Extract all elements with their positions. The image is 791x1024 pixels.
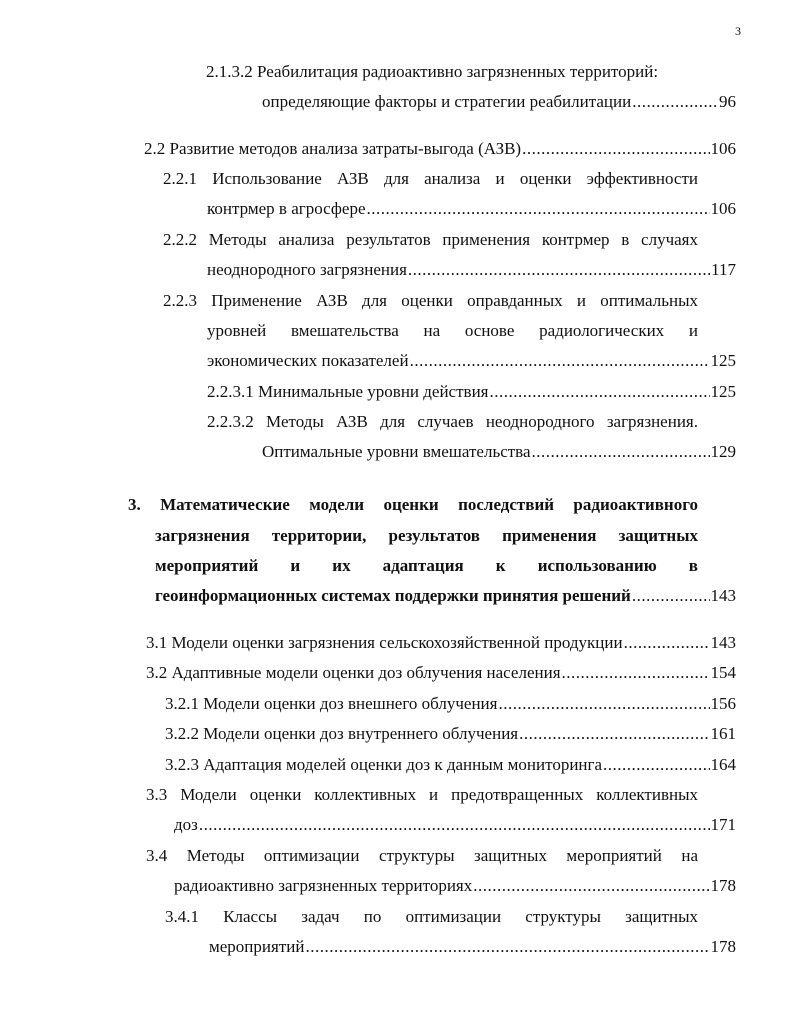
toc-page: 171 — [710, 815, 736, 834]
toc-text: доз — [174, 815, 198, 834]
toc-line — [207, 199, 736, 221]
toc-text: 3. Математические модели оценки последствий радиоактивного — [128, 495, 698, 514]
leader-dots — [519, 724, 709, 744]
toc-page: 164 — [710, 755, 736, 774]
leader-dots — [367, 199, 710, 219]
toc-text: 2.2.3 Применение АЗВ для оценки оправданных и оптимальных — [163, 291, 698, 310]
toc-page: 106 — [710, 199, 736, 218]
toc-text: 2.2.3.2 Методы АЗВ для случаев неоднородного загрязнения. — [207, 412, 698, 431]
leader-dots — [632, 586, 710, 606]
leader-dots — [305, 937, 709, 957]
toc-line — [163, 169, 698, 191]
toc-text: 2.2 Развитие методов анализа затраты-выгода (АЗВ) — [144, 139, 522, 158]
toc-page: 117 — [711, 260, 736, 279]
toc-page: 178 — [710, 937, 736, 956]
leader-dots — [410, 351, 710, 371]
toc-page: 125 — [710, 351, 736, 370]
toc-text: 3.2.3 Адаптация моделей оценки доз к данным мониторинга — [165, 755, 603, 774]
toc-line — [155, 586, 736, 608]
toc-text: 2.1.3.2 Реабилитация радиоактивно загрязненных территорий: — [206, 62, 659, 81]
toc-line — [165, 724, 736, 746]
toc-text: 2.2.3.1 Минимальные уровни действия — [207, 382, 489, 401]
toc-page: 125 — [710, 382, 736, 401]
leader-dots — [522, 139, 709, 159]
page-number: 3 — [735, 24, 741, 38]
toc-text: загрязнения территории, результатов применения защитных — [155, 526, 698, 545]
toc-line — [146, 633, 736, 655]
toc-text: мероприятий и их адаптация к использованию в — [155, 556, 698, 575]
toc-text: неоднородного загрязнения — [207, 260, 407, 279]
toc-page: 143 — [710, 633, 736, 652]
toc-page: 161 — [710, 724, 736, 743]
toc-page: 96 — [719, 92, 736, 111]
leader-dots — [532, 442, 710, 462]
toc-line — [165, 755, 736, 777]
toc-line — [174, 815, 736, 837]
toc-text: уровней вмешательства на основе радиологических и — [207, 321, 698, 340]
toc-line — [163, 291, 698, 313]
toc-line — [207, 321, 698, 343]
toc-text: 3.4 Методы оптимизации структуры защитных мероприятий на — [146, 846, 698, 865]
leader-dots — [408, 260, 710, 280]
toc-page: 143 — [710, 586, 736, 605]
toc-page: 156 — [710, 694, 736, 713]
leader-dots — [498, 694, 709, 714]
toc-text: 3.1 Модели оценки загрязнения сельскохозяйственной продукции — [146, 633, 623, 652]
toc-text: мероприятий — [209, 937, 305, 956]
toc-line — [207, 412, 698, 434]
toc-text: Оптимальные уровни вмешательства — [262, 442, 531, 461]
chapter-title — [155, 526, 698, 548]
toc-line — [174, 876, 736, 898]
toc-line — [262, 442, 736, 464]
toc-text: 3.4.1 Классы задач по оптимизации структуры защитных — [165, 907, 698, 926]
leader-dots — [632, 92, 718, 112]
toc-text: экономических показателей — [207, 351, 409, 370]
toc-text: 3.3 Модели оценки коллективных и предотвращенных коллективных — [146, 785, 698, 804]
toc-line — [146, 846, 698, 868]
leader-dots — [473, 876, 709, 896]
toc-text: 3.2 Адаптивные модели оценки доз облучения населения — [146, 663, 561, 682]
toc-line — [209, 937, 736, 959]
toc-line — [146, 663, 736, 685]
leader-dots — [489, 382, 709, 402]
leader-dots — [603, 755, 709, 775]
toc-line — [165, 694, 736, 716]
toc-line — [144, 139, 736, 161]
leader-dots — [562, 663, 710, 683]
toc-line — [163, 230, 698, 252]
toc-text: 2.2.2 Методы анализа результатов применения контрмер в случаях — [163, 230, 698, 249]
toc-text: определяющие факторы и стратегии реабилитации — [262, 92, 632, 111]
toc-page: 178 — [710, 876, 736, 895]
toc-text: 3.2.1 Модели оценки доз внешнего облучения — [165, 694, 498, 713]
toc-text: радиоактивно загрязненных территориях — [174, 876, 473, 895]
chapter-title — [155, 556, 698, 578]
leader-dots — [624, 633, 710, 653]
toc-line — [206, 62, 698, 84]
leader-dots — [199, 815, 710, 835]
toc-line — [207, 351, 736, 373]
toc-page: 129 — [710, 442, 736, 461]
toc-line — [262, 92, 736, 114]
toc-text: 3.2.2 Модели оценки доз внутреннего облучения — [165, 724, 519, 743]
toc-line — [165, 907, 698, 929]
toc-line — [146, 785, 698, 807]
chapter-title — [128, 495, 698, 517]
toc-page: 106 — [710, 139, 736, 158]
toc-text: геоинформационных системах поддержки принятия решений — [155, 586, 631, 605]
toc-line — [207, 382, 736, 404]
toc-line — [207, 260, 736, 282]
toc-text: 2.2.1 Использование АЗВ для анализа и оценки эффективности — [163, 169, 698, 188]
toc-page: 154 — [710, 663, 736, 682]
toc-text: контрмер в агросфере — [207, 199, 366, 218]
